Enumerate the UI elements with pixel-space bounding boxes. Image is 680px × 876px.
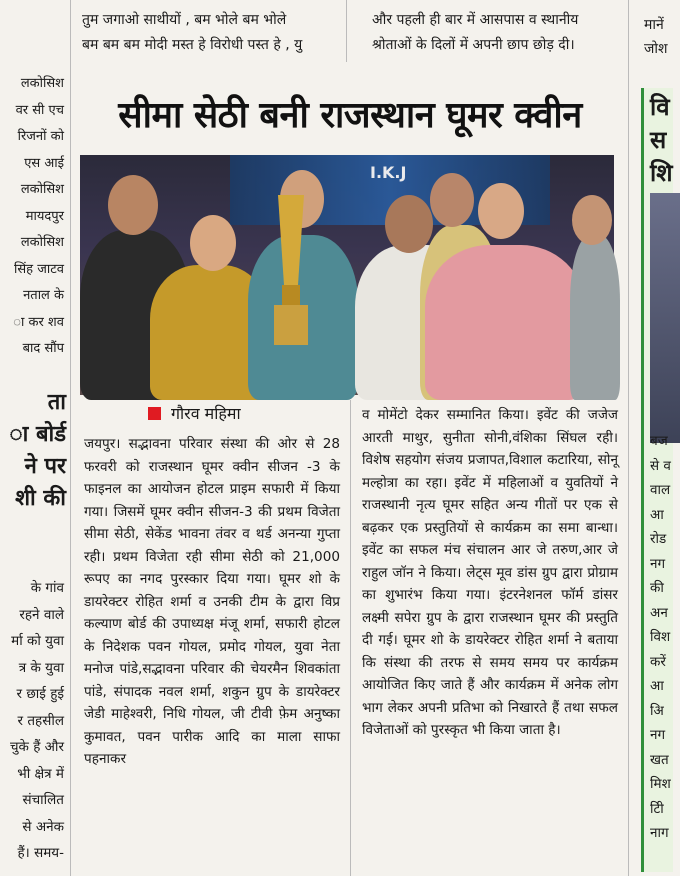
sidebar-photo bbox=[650, 193, 680, 443]
left-neighbor-column bbox=[0, 0, 70, 876]
fragment-text: लकोसिश bbox=[20, 76, 64, 91]
person-figure bbox=[570, 235, 620, 400]
person-head bbox=[430, 173, 474, 227]
fragment-text: रिजनों को bbox=[17, 129, 64, 144]
fragment-text: लकोसिश bbox=[20, 235, 64, 250]
sidebar-text: वाल bbox=[650, 482, 671, 498]
sidebar-text: विश bbox=[650, 629, 671, 645]
person-head bbox=[108, 175, 158, 235]
article-column-1 bbox=[84, 433, 340, 771]
sidebar-text: अन bbox=[650, 604, 668, 621]
sidebar-text: नग bbox=[650, 555, 666, 572]
article-column-2 bbox=[362, 404, 618, 742]
fragment-heading: ता bbox=[47, 390, 66, 415]
fragment-heading: ने पर bbox=[24, 454, 66, 479]
column-rule bbox=[346, 0, 347, 62]
sidebar-text: आ bbox=[650, 506, 664, 523]
banner-text: I.K.J bbox=[370, 163, 407, 182]
fragment-text: ा कर शव bbox=[13, 314, 64, 330]
previous-article-strip bbox=[72, 0, 628, 62]
sidebar-text: नाग bbox=[650, 825, 669, 841]
sidebar-heading: वि bbox=[650, 93, 670, 121]
strip-text: तुम जगाओ साथीयों , बम भोले बम भोले bbox=[82, 12, 287, 28]
fragment-text: वर सी एच bbox=[15, 102, 64, 118]
sidebar-text: मिश bbox=[650, 776, 671, 792]
fragment-text: जोश bbox=[644, 41, 668, 57]
strip-text: और पहली ही बार में आसपास व स्थानीय bbox=[372, 12, 579, 28]
sidebar-text: नग bbox=[650, 727, 666, 743]
fragment-text: र्मा को युवा bbox=[11, 633, 64, 649]
person-head bbox=[385, 195, 433, 253]
fragment-text: बाद सौंप bbox=[22, 341, 64, 356]
fragment-text: लकोसिश bbox=[20, 182, 64, 197]
column-rule bbox=[70, 0, 71, 876]
strip-text: श्रोताओं के दिलों में अपनी छाप छोड़ दी। bbox=[372, 37, 575, 53]
sidebar-text: करें bbox=[650, 653, 666, 670]
fragment-text: से अनेक bbox=[22, 818, 64, 835]
sidebar-text: टीि bbox=[650, 800, 664, 817]
sidebar-heading: स bbox=[650, 126, 667, 154]
byline-marker bbox=[148, 407, 161, 420]
sidebar-text: अि bbox=[650, 702, 664, 719]
fragment-text: मायदपुर bbox=[25, 208, 64, 224]
fragment-text: त्र के युवा bbox=[18, 659, 64, 676]
fragment-text: र छाई हुई bbox=[16, 686, 64, 702]
fragment-text: सिंह जाटव bbox=[14, 261, 64, 277]
person-head bbox=[190, 215, 236, 271]
fragment-text: चुके हैं और bbox=[9, 739, 64, 755]
article-headline: सीमा सेठी बनी राजस्थान घूमर क्वीन bbox=[118, 95, 582, 136]
person-head bbox=[478, 183, 524, 239]
sidebar-text: आ bbox=[650, 678, 664, 694]
trophy-icon bbox=[274, 195, 308, 345]
sidebar-box bbox=[641, 88, 673, 872]
sidebar-heading: शि bbox=[650, 159, 673, 187]
fragment-text: एस आई bbox=[24, 155, 64, 171]
fragment-heading: ा बोर्ड bbox=[9, 422, 66, 447]
sidebar-text: से व bbox=[650, 457, 671, 474]
fragment-text: के गांव bbox=[30, 580, 64, 596]
sidebar-text: की bbox=[650, 580, 664, 596]
strip-text: बम बम बम मोदी मस्त हे विरोधी पस्त हे , यु bbox=[82, 37, 303, 53]
fragment-text: मानें bbox=[644, 17, 664, 33]
fragment-text: हैं। समय- bbox=[17, 845, 64, 861]
person-figure bbox=[425, 245, 585, 400]
sidebar-text: खत bbox=[650, 751, 669, 768]
person-head bbox=[572, 195, 612, 245]
byline bbox=[148, 404, 241, 424]
fragment-text: र तहसील bbox=[17, 712, 64, 729]
article-photo bbox=[80, 155, 614, 395]
sidebar-text: रोड bbox=[650, 531, 667, 547]
fragment-heading: शी की bbox=[15, 486, 66, 511]
article-paragraph: जयपुर। सद्भावना परिवार संस्था की ओर से 28 फरवरी को राजस्थान घूमर क्वीन सीजन -3 के फाइनल का आयोजन होटल प्राइम सफारी में किया गया। जिसमें घूमर क्वीन सीजन-3 की प्रथम विजेता सीमा सेठी, सेकेंड भावना तंवर व थर्ड अनन्या गुप्ता रही। प्रथम विजेता रही सीमा सेठी को 21,000 रूपए का नगद पुरस्कार दिया गया। घूमर शो के डायरेक्टर रोहित शर्मा व उनकी टीम के द्वारा विप्र कल्याण बोर्ड की उपाध्यक्ष मंजू शर्मा, सफारी होटल के निदेशक पवन गोयल, प्रमोद गोयल, युवा नेता मनोज पांडे,सद्भावना परिवार की चेयरमैन शिवकांता पांडे, संपादक नवल शर्मा, शकुन ग्रुप के डायरेक्टर जेडी माहेश्वरी, निधि गोयल, जी टीवी फ़ेम अनुष्का कुमावत, पवन पारीक आदि का माला साफा पहनाकर bbox=[84, 436, 340, 767]
sidebar-text: बज bbox=[650, 433, 668, 449]
article-paragraph: व मोमेंटो देकर सम्मानित किया। इवेंट की जजेज आरती माथुर, सुनीता सोनी,वंशिका सिंघल रही। विशेष सहयोग संजय प्रजापत,विशाल कटारिया, सोनू मल्होत्रा का रहा। इवेंट में महिलाओं व युवतियों ने राजस्थानी नृत्य घूमर सहित अन्य गीतों पर एक से बढ़कर एक प्रस्तुतियों से कार्यक्रम का समा बान्धा। इवेंट का सफल मंच संचालन आर जे तरुण,आर जे राहुल जॉन ने किया। लेट्स मूव डांस ग्रुप द्वारा प्रोग्राम का शुभारंभ किया गया। इंटरनेशनल फॉर्म डांसर लक्ष्मी सपेरा ग्रुप के द्वारा राजस्थान घूमर की प्रस्तुति दी गई। घूमर शो के डायरेक्टर रोहित शर्मा ने बताया कि संस्था की तरफ से समय समय पर कार्यक्रम आयोजित किए जाते हैं और कार्यक्रम में अनेक लोग भाग लेकर अपनी प्रतिभा को निखारते हैं तथा सफल विजेताओं को पुरस्कृत भी किया जाता है। bbox=[362, 407, 618, 738]
fragment-text: रहने वाले bbox=[19, 606, 64, 623]
fragment-text: भी क्षेत्र में bbox=[17, 765, 64, 782]
fragment-text: नताल के bbox=[23, 288, 64, 303]
byline-author: गौरव महिमा bbox=[171, 404, 241, 423]
fragment-text: संचालित bbox=[22, 792, 64, 808]
column-rule bbox=[350, 400, 351, 876]
